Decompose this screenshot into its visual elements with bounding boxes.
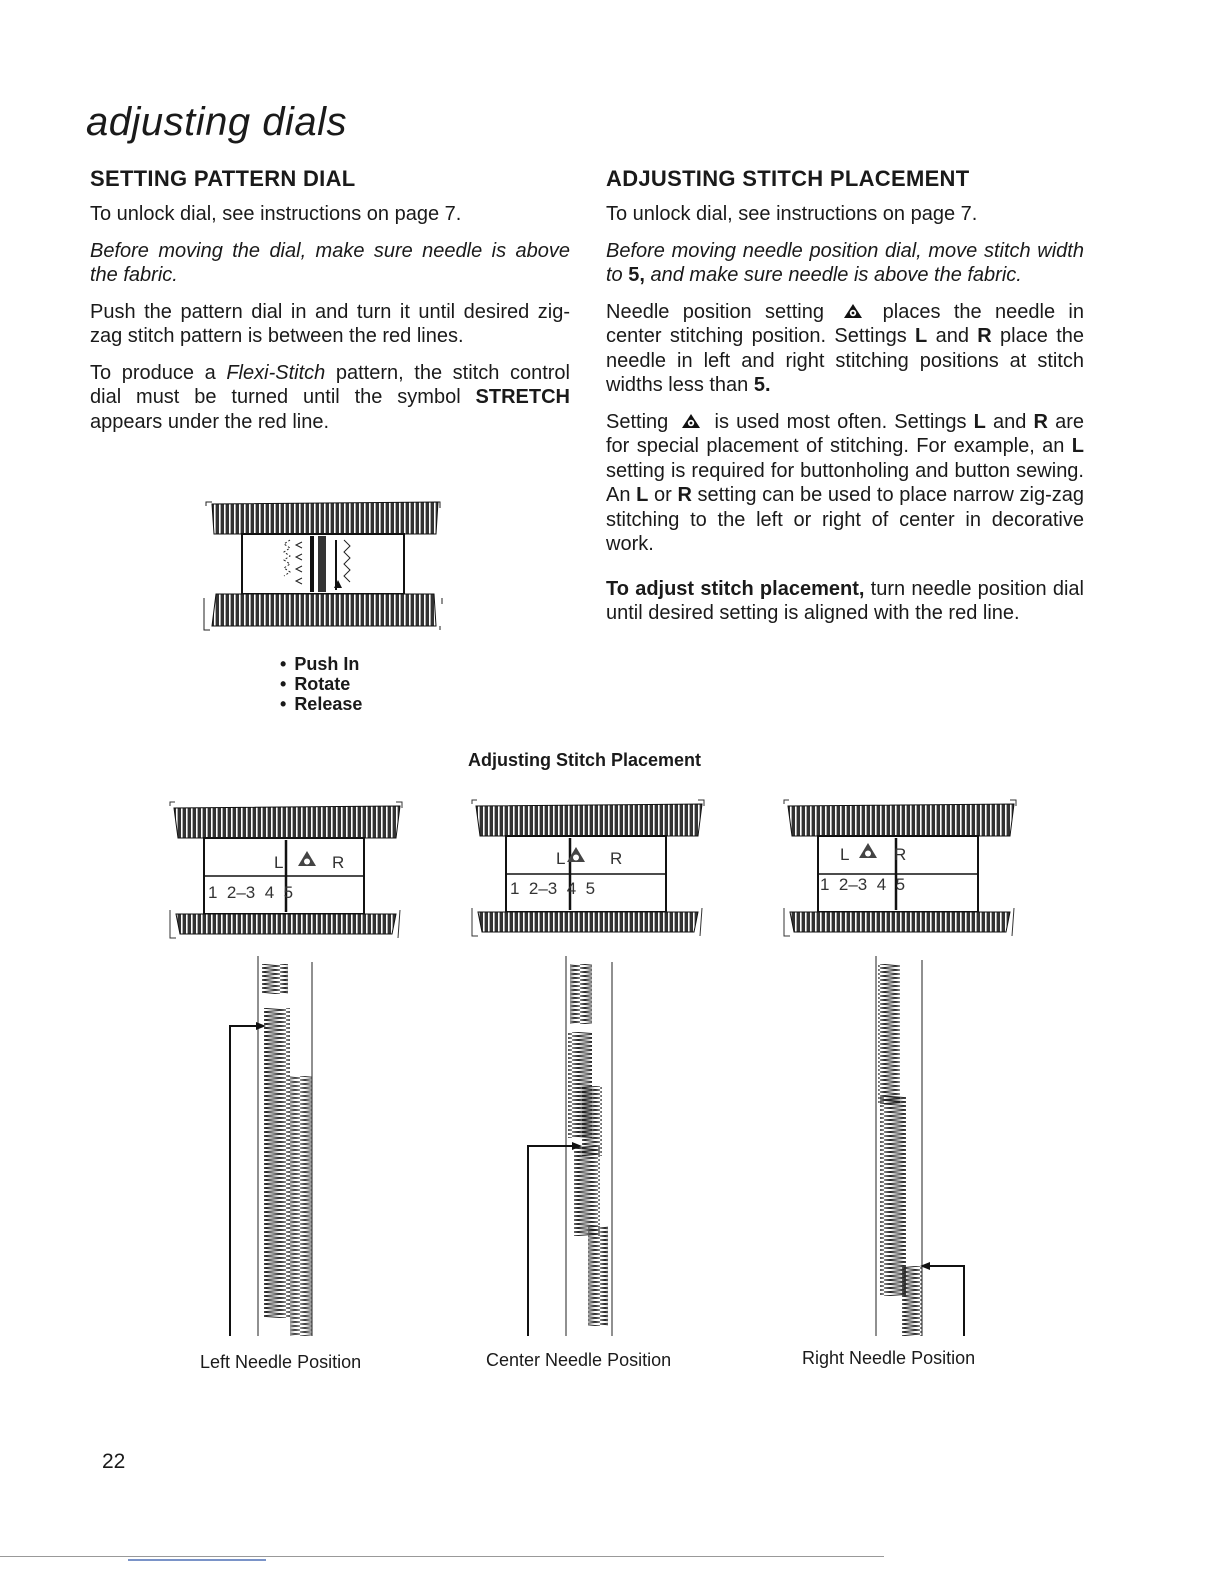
text-fragment: Setting [606, 410, 676, 433]
text-fragment: turn needle position dial until desired setting is aligned with the red line. [606, 577, 1084, 624]
step-item: • Release [280, 694, 362, 714]
text-fragment: Before moving needle position dial, move stitch width to [606, 239, 1084, 286]
adjust-instruction [606, 577, 1084, 626]
dial-letter-r: R [332, 853, 345, 872]
center-position-dial [472, 800, 704, 936]
dial-width-scale: 1 2–3 4 5 [208, 883, 294, 902]
setting-usage-paragraph [606, 410, 1084, 557]
needle-position-paragraph [606, 300, 1084, 398]
center-needle-symbol-icon [843, 302, 863, 320]
adjusting-stitch-placement-section [606, 166, 1084, 638]
flexi-stitch-term: Flexi-Stitch [226, 361, 326, 384]
text-fragment: is used most often. Settings [707, 410, 974, 433]
stitch-width-value: 5. [753, 374, 771, 396]
text-fragment: setting is required for buttonholing and button sewing. An [606, 459, 1084, 506]
left-position-dial [170, 802, 402, 938]
right-needle-stitching [876, 956, 964, 1336]
right-needle-position-caption: Right Needle Position [802, 1348, 976, 1368]
push-instruction: Push the pattern dial in and turn it until desired zig-zag stitch pattern is between the red lines. [90, 300, 570, 347]
left-needle-stitching [230, 956, 312, 1336]
text-fragment: are for special placement of stitching. For example, an [606, 410, 1085, 457]
dial-letter-l: L [556, 849, 566, 868]
text-fragment: pattern, the stitch control dial must be turned until the symbol [90, 361, 570, 408]
page-number: 22 [102, 1450, 126, 1473]
setting-letter: L [1071, 435, 1084, 457]
setting-pattern-dial-section [90, 166, 570, 446]
dial-width-scale: 1 2–3 4 5 [510, 879, 596, 898]
pattern-dial-illustration [198, 500, 448, 636]
dial-steps-list [280, 654, 362, 714]
dial-letter-l: L [840, 845, 850, 864]
text-fragment: setting can be used to place narrow zig-zag stitching to the left or right of center in decorative work. [606, 484, 1084, 555]
dial-letter-l: L [274, 853, 284, 872]
text-fragment: and make sure needle is above the fabric. [644, 264, 1022, 286]
text-fragment: Needle position setting [606, 300, 838, 323]
needle-position-figures [0, 796, 1224, 1346]
left-needle-position-caption: Left Needle Position [200, 1352, 362, 1372]
dial-width-scale: 1 2–3 4 5 [820, 875, 906, 894]
dial-letter-r: R [894, 845, 907, 864]
text-fragment: and [985, 410, 1034, 433]
footer-accent-rule [128, 1559, 266, 1561]
text-fragment: and [927, 325, 978, 347]
setting-letter: R [1033, 410, 1048, 433]
setting-letter: L [973, 410, 986, 433]
setting-letter: R [977, 325, 992, 347]
stretch-symbol-label: STRETCH [475, 386, 570, 408]
adjust-instruction-lead: To adjust stitch placement, [606, 577, 865, 600]
text-fragment: appears under the red line. [90, 410, 330, 433]
dial-letter-r: R [610, 849, 623, 868]
setting-letter: L [915, 325, 928, 347]
text-fragment: or [648, 484, 678, 506]
step-item: • Push In [280, 654, 362, 674]
section-heading: SETTING PATTERN DIAL [90, 166, 356, 191]
page-title: adjusting dials [86, 100, 347, 144]
text-fragment: To produce a [90, 361, 227, 384]
flexi-stitch-instruction [90, 361, 570, 435]
unlock-instruction: To unlock dial, see instructions on page 7. [606, 203, 978, 225]
figure-title: Adjusting Stitch Placement [468, 750, 702, 770]
section-heading: ADJUSTING STITCH PLACEMENT [606, 166, 970, 191]
setting-letter: L [636, 484, 649, 506]
setting-letter: R [677, 484, 692, 506]
right-position-dial [784, 800, 1016, 936]
caution-note: Before moving the dial, make sure needle is above the fabric. [90, 239, 570, 286]
center-needle-symbol-icon [681, 412, 701, 430]
text-fragment: places the needle in center stitching position. Settings [606, 300, 1085, 347]
center-needle-stitching [528, 956, 612, 1336]
center-needle-position-caption: Center Needle Position [486, 1350, 672, 1370]
stitch-width-value: 5, [628, 264, 645, 286]
footer-rule [0, 1556, 884, 1557]
caution-note [606, 239, 1084, 288]
unlock-instruction: To unlock dial, see instructions on page 7. [90, 203, 462, 225]
text-fragment: place the needle in left and right stitching positions at stitch widths less than [606, 325, 1085, 396]
step-item: • Rotate [280, 674, 362, 694]
